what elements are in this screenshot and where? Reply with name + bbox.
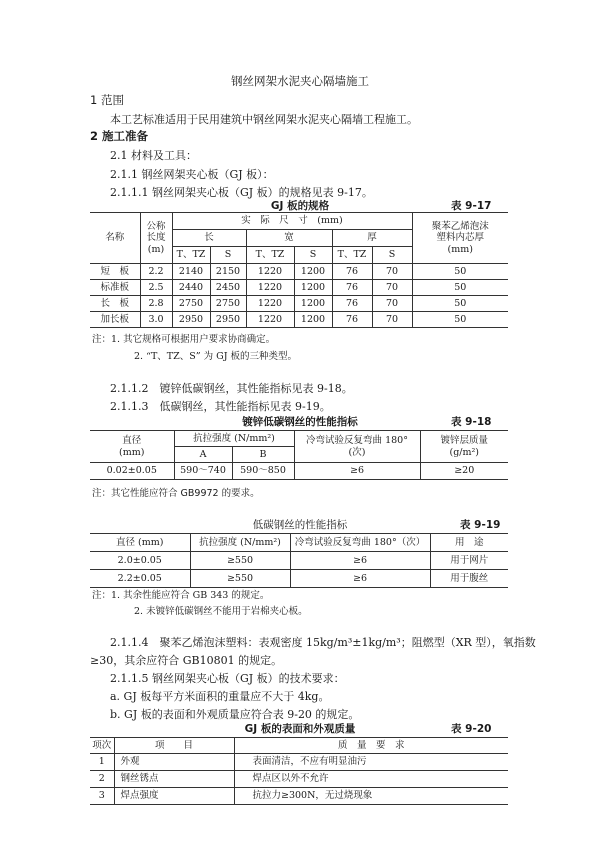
document-title: 钢丝网架水泥夹心隔墙施工 xyxy=(231,74,369,88)
table-9-18-note: 注：其它性能应符合 GB9972 的要求。 xyxy=(92,488,260,499)
para-2-1-1-3: 2.1.1.3 低碳钢丝，其性能指标见表 9-19。 xyxy=(110,400,331,413)
header-width: 宽 xyxy=(246,230,332,247)
header-ttz: T、TZ xyxy=(172,247,210,264)
header-core-thickness: 聚苯乙烯泡沫 塑料内芯厚 (mm) xyxy=(412,213,508,264)
para-2-1-1-5-a: a. GJ 板每平方米面积的重量应不大于 4kg。 xyxy=(110,690,330,703)
table-row: 短 板 2.2 2140 2150 1220 1200 76 70 50 xyxy=(90,264,508,280)
header-nominal-length: 公称 长度 (m) xyxy=(140,213,172,264)
header-zinc-mass: 镀锌层质量 (g/m²) xyxy=(420,431,508,463)
para-2-1-1: 2.1.1 钢丝网架夹心板（GJ 板）： xyxy=(110,168,274,181)
header-bend-test: 冷弯试验反复弯曲 180° (次) xyxy=(294,431,420,463)
para-2-1: 2.1 材料及工具： xyxy=(110,149,197,162)
header-thickness: 厚 xyxy=(332,230,412,247)
table-9-20-number: 表 9-20 xyxy=(451,723,492,735)
table-9-20 xyxy=(90,737,508,805)
header-ttz: T、TZ xyxy=(246,247,294,264)
header-ttz: T、TZ xyxy=(332,247,372,264)
table-9-20-caption: GJ 板的表面和外观质量 xyxy=(244,723,356,735)
table-9-17-caption: GJ 板的规格 xyxy=(270,200,330,212)
header-grade-a: A xyxy=(174,447,232,463)
header-bend-test: 冷弯试验反复弯曲 180°（次） xyxy=(290,534,430,552)
header-quality-requirement: 质 量 要 求 xyxy=(234,738,508,754)
section-1-heading: 1 范围 xyxy=(90,93,124,107)
table-9-17-note-2: 2. “T、TZ、S” 为 GJ 板的三种类型。 xyxy=(134,351,298,362)
section-2-heading: 2 施工准备 xyxy=(90,129,149,143)
table-9-18-caption: 镀锌低碳钢丝的性能指标 xyxy=(242,416,358,428)
table-9-19-note-1: 注：1. 其余性能应符合 GB 343 的规定。 xyxy=(92,590,270,601)
table-9-19-number: 表 9-19 xyxy=(460,519,501,531)
table-9-17-number: 表 9-17 xyxy=(451,200,492,212)
table-row: 标准板 2.5 2440 2450 1220 1200 76 70 50 xyxy=(90,280,508,296)
table-row: 3 焊点强度 抗拉力≥300N，无过烧现象 xyxy=(90,788,508,805)
header-name: 名称 xyxy=(90,213,140,264)
table-row: 2.0±0.05 ≥550 ≥6 用于网片 xyxy=(90,552,508,570)
table-9-17 xyxy=(90,212,508,328)
para-2-1-1-2: 2.1.1.2 镀锌低碳钢丝，其性能指标见表 9-18。 xyxy=(110,382,353,395)
header-item: 项 目 xyxy=(114,738,234,754)
table-9-18-number: 表 9-18 xyxy=(451,416,492,428)
section-1-body: 本工艺标准适用于民用建筑中钢丝网架水泥夹心隔墙工程施工。 xyxy=(110,113,418,126)
header-s: S xyxy=(294,247,332,264)
table-row: 0.02±0.05 590～740 590～850 ≥6 ≥20 xyxy=(90,463,508,480)
table-9-19-caption: 低碳钢丝的性能指标 xyxy=(252,519,348,531)
header-s: S xyxy=(210,247,246,264)
table-9-17-note-1: 注：1. 其它规格可根据用户要求协商确定。 xyxy=(92,334,276,345)
table-9-18 xyxy=(90,430,508,480)
header-s: S xyxy=(372,247,412,264)
header-diameter: 直径 (mm) xyxy=(90,431,174,463)
header-usage: 用 途 xyxy=(430,534,508,552)
para-2-1-1-4-line-2: ≥30，其余应符合 GB10801 的规定。 xyxy=(90,654,283,667)
para-2-1-1-1: 2.1.1.1 钢丝网架夹心板（GJ 板）的规格见表 9-17。 xyxy=(110,186,373,199)
header-grade-b: B xyxy=(232,447,294,463)
table-row: 长 板 2.8 2750 2750 1220 1200 76 70 50 xyxy=(90,296,508,312)
table-row: 加长板 3.0 2950 2950 1220 1200 76 70 50 xyxy=(90,312,508,328)
table-row: 2.2±0.05 ≥550 ≥6 用于腹丝 xyxy=(90,570,508,588)
para-2-1-1-5-b: b. GJ 板的表面和外观质量应符合表 9-20 的规定。 xyxy=(110,708,360,721)
header-length: 长 xyxy=(172,230,246,247)
table-row: 2 钢丝锈点 焊点区以外不允许 xyxy=(90,771,508,788)
header-tensile-strength: 抗拉强度 (N/mm²) xyxy=(190,534,290,552)
para-2-1-1-5: 2.1.1.5 钢丝网架夹心板（GJ 板）的技术要求： xyxy=(110,672,345,685)
table-row: 1 外观 表面清洁，不应有明显油污 xyxy=(90,754,508,771)
header-item-no: 项次 xyxy=(90,738,114,754)
table-9-19-note-2: 2. 未镀锌低碳钢丝不能用于岩棉夹心板。 xyxy=(134,606,308,617)
header-actual-size: 实 际 尺 寸 (mm) xyxy=(172,213,412,230)
table-9-19 xyxy=(90,533,508,588)
header-diameter: 直径 (mm) xyxy=(90,534,190,552)
header-tensile-strength: 抗拉强度 (N/mm²) xyxy=(174,431,294,447)
para-2-1-1-4-line-1: 2.1.1.4 聚苯乙烯泡沫塑料：表观密度 15kg/m³±1kg/m³；阻燃型（XR 型），氧指数 xyxy=(110,636,536,649)
